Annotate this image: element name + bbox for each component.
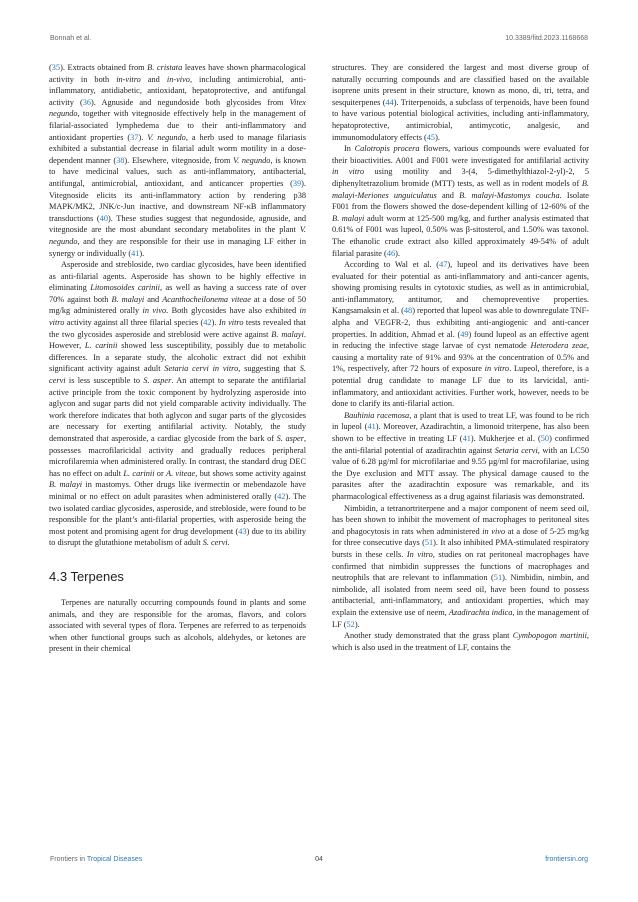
citation-link[interactable]: 51: [424, 538, 434, 548]
italic-text: Bauhinia racemosa: [344, 410, 410, 420]
text-run: . Lupeol, therefore, is a potential drug candidate to manage LF due to its larvicidal, anti-inflammatory, and antioxidant activities. Further work, however, needs to be done to clarify its anti-filarial action.: [332, 364, 589, 409]
text-run: In: [344, 144, 355, 154]
text-run: , a plant that is used to treat LF, was found to be rich in lupeol (: [332, 410, 589, 432]
text-run: is less susceptible to: [65, 376, 144, 386]
section-heading: 4.3 Terpenes: [49, 568, 124, 584]
italic-text: S. cervi: [202, 538, 228, 548]
text-run: , together with vitegnoside effectively help in the management of filarial-associated lymphedema due to their anti-inflammatory and antioxidant properties (: [49, 109, 306, 142]
paragraph: [332, 143, 589, 259]
text-run: ). Triterpenoids, a subclass of terpenoids, have been found to have various potential biological activities, including anti-inflammatory, hepatoprotective, antimicrobial, antimycotic, analgesic, and immunomodulatory effects (: [332, 97, 589, 142]
italic-text: S. asper: [276, 434, 304, 443]
italic-text: B. malayi: [49, 480, 83, 490]
text-run: , including antimicrobial, anti-inflammatory, antidiabetic, antioxidant, hepatoprotective, and antifungal activity (: [49, 74, 306, 107]
journal-prefix: Frontiers in: [50, 856, 87, 863]
italic-text: V. negundo: [147, 132, 186, 142]
text-run: showed less susceptibility, possibly due to metabolic differences. In a separate study, the alcoholic extract did not exhibit significant activity against adult: [49, 341, 306, 374]
paragraph: [332, 62, 589, 143]
italic-text: Vitex negundo: [49, 97, 306, 119]
italic-text: Litomosoides carinii: [90, 283, 160, 293]
italic-text: Setaria cervi: [494, 445, 538, 455]
italic-text: in vitro: [332, 167, 365, 177]
paragraph: [49, 259, 306, 549]
text-run: flowers, various compounds were evaluated for their bioactivities. A001 and F001 were investigated for antifilarial activity: [332, 144, 589, 165]
text-run: ).: [211, 318, 219, 328]
text-run: using motility and 3-(4, 5-dimethylthiazol-2-yl)-2, 5 diphenyltetrazolium bromide (MTT) tests, as well as in rodent models of: [332, 167, 589, 188]
italic-text: Calotropis procera: [354, 144, 420, 154]
text-run: Terpenes are naturally occurring compounds found in plants and some animals, and they are responsible for the aromas, flavors, and colors associated with several types of flora. Terpenes are referred to as terpenoids when other functional groups such as alcohols, aldehydes, or ketones are present in their chemical: [49, 597, 306, 654]
text-run: and: [436, 190, 460, 200]
paragraph: [49, 597, 306, 655]
italic-text: B. malayi: [332, 213, 365, 223]
citation-link[interactable]: 47: [439, 260, 448, 270]
text-run: , which is also used in the treatment of LF, contains the: [332, 631, 589, 652]
journal-name-link[interactable]: Tropical Diseases: [86, 856, 143, 863]
text-run: at a dose of 5-25 mg/kg for three consecutive days (: [332, 526, 589, 548]
italic-text: Acanthocheilonema viteae: [162, 294, 251, 304]
running-authors: Bonnah et al.: [50, 35, 92, 42]
italic-text: S. cervi: [49, 364, 307, 386]
text-run: Asperoside and strebloside, two cardiac glycosides, have been identified as anti-filarial agents. Asperoside has shown to be highly effective in eliminating: [49, 260, 306, 293]
italic-text: in-vitro: [116, 74, 141, 84]
citation-link[interactable]: 41: [462, 434, 471, 443]
text-run: ). These studies suggest that negundoside, agnuside, and vitegnoside are the most abundant secondary metabolites in the plant: [49, 213, 306, 235]
text-run: , causing a mortality rate of 91% and 93% at the concentration of 0.5% and 1%, respectively, after 72 hours of exposure: [332, 341, 589, 374]
citation-link[interactable]: 45: [426, 132, 436, 142]
text-run: activity against all three filarial species (: [64, 318, 204, 328]
paragraph: [332, 630, 589, 653]
italic-text: L. carinii: [123, 468, 155, 478]
text-run: , possesses macrofilaricidal activity and gradually reduces peripheral microfilaremia when administered orally. In contrast, the standard drug DEC has no effect on adult: [49, 434, 307, 478]
italic-text: B. malayi: [111, 294, 145, 304]
citation-link[interactable]: 50: [540, 434, 550, 443]
text-run: ). The two isolated cardiac glycosides, asperoside, and strebloside, were found to be responsible for the plant’s anti-filarial properties, with asperoside being the most potent and promising agent for drug development (: [49, 491, 306, 536]
text-run: , suggesting that: [238, 364, 300, 374]
citation-link[interactable]: 35: [51, 63, 61, 72]
italic-text: V. negundo: [233, 155, 271, 165]
text-run: ). It also inhibited PMA-stimulated respiratory bursts in these cells.: [332, 538, 590, 559]
italic-text: in vitro: [484, 364, 510, 374]
text-run: leaves have shown pharmacological activity in both: [49, 63, 306, 84]
site-link[interactable]: frontiersin.org: [545, 856, 588, 863]
italic-text: In vitro: [406, 549, 433, 559]
text-run: ), lupeol and its derivatives have been evaluated for their potential as anti-inflammatory and anti-cancer agents, showing promising results in cytotoxic studies, as well as in antimicrobial, anti-inflammatory, antitumor, and chemopreventive properties. Kangsamaksin et al. (: [332, 260, 589, 316]
italic-text: in vivo: [142, 306, 167, 316]
text-run: ). Agnuside and negundoside both glycosides from: [91, 97, 290, 107]
text-run: , and they are responsible for their use in managing LF either in synergy or individually (: [49, 236, 306, 258]
paragraph: (35). Extracts obtained from B. cristata leaves have shown pharmacological activity in both in-vitro and in-vivo, including antimicrobial, anti-inflammatory, antidiabetic, antioxidant, hepatoprotective, and antifungal activity (36). Agnuside and negundoside both glycosides from Vitex negundo, together with vitegnoside effectively help in the management of filarial-associated lymphedema due to their anti-inflammatory and antioxidant properties (37). V. negundo, a herb used to manage filariasis exhibited a substantial decrease in filarial adult worm motility in a dose-dependent manner (38). Elsewhere, vitegnoside, from V. negundo, is known to have medicinal values, such as anti-inflammatory, antibacterial, antifungal, antimicrobial, antioxidant, and anticancer properties (39). Vitegnoside elicits its anti-inflammatory action by rendering p38 MAPK/MK2, JNK/c-Jun inactive, and downstream NF-κB inflammatory transductions (40). These studies suggest that negundoside, agnuside, and vitegnoside are the most abundant secondary metabolites in the plant V. negundo, and they are responsible for their use in managing LF either in synergy or individually (41).: [49, 63, 307, 258]
italic-text: Setaria cervi in vitro: [164, 364, 239, 374]
text-run: Nimbidin, a tetranortriterpene and a major component of neem seed oil, has been shown to inhibit the movement of macrophages to peritoneal sites and phagocytosis in rats when administered: [332, 503, 589, 536]
text-run: ). Extracts obtained from: [60, 63, 148, 72]
citation-link[interactable]: 46: [386, 248, 396, 258]
italic-text: In vitro: [218, 318, 244, 328]
text-run: or: [154, 468, 166, 478]
italic-text: B. malayi-Meriones unguiculatus: [332, 178, 589, 200]
text-run: in mastomys. Other drugs like ivermectin or mebendazole have minimal or no effect on adult parasites when administered orally (: [49, 480, 306, 501]
text-run: , in the management of LF (: [332, 607, 589, 629]
italic-text: Azadirachta indica: [448, 607, 513, 617]
italic-text: Heterodera zeae: [530, 341, 587, 351]
paragraph: [332, 259, 589, 410]
text-run: and: [140, 74, 167, 84]
italic-text: L. carinii: [84, 341, 118, 351]
text-run: . An attempt to separate the antifilarial active principle from the toxic component by hydrolyzing asperoside into aglycon and sugar parts did not yield comparable activity individually. The work therefore indicates that both aglycon and sugar parts of the glycosides are necessary for exerting antifilarial activity. Notably, the study demonstrated that asperoside, a cardiac glycoside from the bark of: [49, 376, 307, 443]
citation-link[interactable]: 37: [130, 132, 139, 142]
text-run: ) found lupeol as an effective agent in reducing the infective stage larvae of cyst nematode: [332, 329, 589, 351]
paragraph: [332, 503, 589, 631]
citation-link[interactable]: 48: [403, 306, 413, 316]
text-run: at a dose of 50 mg/kg administered orally: [49, 294, 306, 316]
text-run: ) confirmed the anti-filarial potential of azadirachtin against: [332, 434, 589, 455]
page-header: [50, 35, 588, 42]
text-run: structures. They are considered the largest and most diverse group of naturally occurring compounds and are classified based on the available isoprene units present in their structure, known as mono, di, tri, tetra, and sesquiterpenes (: [332, 63, 589, 107]
text-run: , a herb used to manage filariasis exhibited a substantial decrease in filarial adult worm motility in a dose-dependent manner (: [49, 132, 306, 165]
italic-text: B. malayi-Mastomys coucha: [459, 190, 560, 200]
text-run: , with an LC50 value of 6.28 µg/ml for microfilariae and 9.55 µg/ml for macrofilariae, using the Dye exclusion and MTT assay. The physical damage caused to the parasites after the azadirachtin exposure was remarkable, and its pharmacological effectiveness as a drug against filariasis was demonstrated.: [332, 445, 589, 501]
text-run: ). Elsewhere, vitegnoside, from: [124, 155, 234, 165]
citation-link[interactable]: 41: [367, 422, 376, 432]
text-run: , but shows some activity against: [195, 468, 307, 478]
text-run: Another study demonstrated that the grass plant: [344, 631, 513, 641]
citation-link[interactable]: 51: [493, 573, 503, 583]
italic-text: in-vivo: [166, 74, 190, 84]
citation-link[interactable]: 42: [277, 491, 286, 501]
page-number: 04: [315, 856, 323, 863]
text-run: tests revealed that the two glycosides asperoside and streblosid were active against: [49, 318, 306, 339]
right-column: [332, 62, 589, 653]
text-run: adult worm at 125-500 mg/kg, and further analysis estimated that 0.61% of F001 was lupeol, 0.50% was β-sitosterol, and 1.50% was taxonol. The ethanolic crude extract also killed approximately 49-54% of adult filarial parasite (: [332, 213, 589, 258]
left-column: [49, 62, 306, 655]
citation-link[interactable]: 41: [131, 248, 140, 258]
citation-link[interactable]: 44: [385, 97, 394, 107]
text-run: . However,: [49, 329, 306, 351]
text-run: ).: [354, 619, 360, 629]
doi: 10.3389/fitd.2023.1168668: [505, 35, 588, 42]
italic-text: A. viteae: [166, 468, 196, 478]
italic-text: B. cristata: [147, 63, 183, 72]
italic-text: in vitro: [49, 306, 306, 328]
italic-text: in vivo: [482, 526, 506, 536]
text-run: , studies on rat peritoneal macrophages have confirmed that nimbidin suppresses the functions of macrophages and neutrophils that are relevant to inflammation (: [332, 549, 589, 583]
text-run: . Both glycosides have also exhibited: [166, 306, 300, 316]
citation-link[interactable]: 36: [82, 97, 92, 107]
text-run: ) reported that lupeol was able to downregulate TNF-alpha and VEGFR-2, thus exhibiting anti-angiogenic and anti-cancer properties. In addition, Ahmad et al. (: [332, 306, 589, 339]
text-run: . Isolate F001 from the flowers showed the dose-dependent killing of 12-60% of the: [332, 190, 589, 212]
text-run: ). Mukherjee et al. (: [470, 434, 541, 443]
citation-link[interactable]: 40: [99, 213, 108, 223]
text-run: and: [144, 294, 163, 304]
text-run: ). Nimbidin, nimbin, and nimbolide, all isolated from neem seed oil, have been found to possess antibacterial, anti-inflammatory, and antioxidant properties, which may explain the extensive use of neem,: [332, 573, 589, 617]
citation-link[interactable]: 42: [203, 318, 212, 328]
text-run: .: [227, 538, 230, 548]
italic-text: V. negundo: [49, 225, 306, 246]
citation-link[interactable]: 43: [238, 526, 247, 536]
text-run: ) due to its ability to disrupt the glutathione metabolism of adult: [49, 526, 306, 548]
italic-text: B. malayi: [271, 329, 304, 339]
text-run: According to Wal et al. (: [344, 260, 440, 270]
italic-text: S. asper: [143, 376, 172, 386]
text-run: ).: [395, 248, 400, 258]
paragraph: [332, 410, 589, 503]
italic-text: Cymbopogon martinii: [512, 631, 587, 641]
text-run: ). Moreover, Azadirachtin, a limonoid triterpene, has also been shown to be effective in treating LF (: [332, 422, 589, 443]
text-run: , as well as having a success rate of over 70% against both: [49, 283, 306, 304]
citation-link[interactable]: 39: [292, 178, 302, 188]
citation-link[interactable]: 38: [116, 155, 125, 165]
citation-link[interactable]: 52: [346, 619, 355, 629]
text-run: ). Vitegnoside elicits its anti-inflammatory action by rendering p38 MAPK/MK2, JNK/c-Jun inactive, and downstream NF-κB inflammatory transductions (: [49, 178, 306, 223]
text-run: ).: [138, 132, 148, 142]
text-run: , is known to have medicinal values, such as anti-inflammatory, antibacterial, antifungal, antimicrobial, antioxidant, and anticancer properties (: [49, 155, 307, 188]
text-run: ).: [139, 248, 145, 258]
text-run: ).: [435, 132, 440, 142]
citation-link[interactable]: 49: [460, 329, 469, 339]
